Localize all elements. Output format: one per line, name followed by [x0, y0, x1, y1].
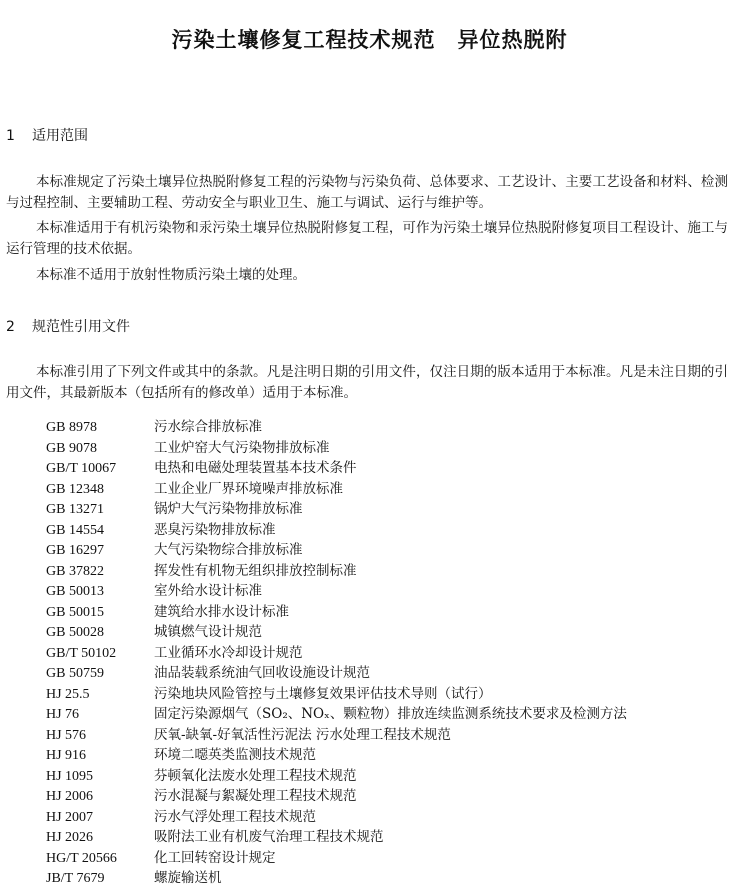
reference-item: [46, 561, 736, 582]
reference-title: 大气污染物综合排放标准: [154, 542, 303, 558]
reference-item: [46, 643, 736, 664]
document-title: 污染土壤修复工程技术规范 异位热脱附: [171, 28, 568, 52]
section-1-heading: [6, 125, 88, 145]
reference-title: 污水综合排放标准: [154, 419, 262, 435]
reference-item: [46, 786, 736, 807]
reference-title: 污水气浮处理工程技术规范: [154, 808, 316, 825]
reference-code: GB 8978: [46, 420, 97, 435]
reference-item: [46, 684, 736, 705]
reference-code: GB 50759: [46, 666, 104, 681]
reference-code: GB 13271: [46, 502, 104, 517]
reference-item: [46, 520, 736, 541]
reference-item: [46, 663, 736, 684]
reference-title: 工业炉窑大气污染物排放标准: [154, 439, 330, 456]
reference-code: GB 50013: [46, 584, 104, 599]
reference-title: 油品装载系统油气回收设施设计规范: [154, 665, 370, 681]
reference-title: 固定污染源烟气（SO₂、NOₓ、颗粒物）排放连续监测系统技术要求及检测方法: [154, 706, 627, 722]
reference-title: 工业循环水冷却设计规范: [154, 644, 303, 661]
reference-item: [46, 766, 736, 787]
reference-title: 环境二噁英类监测技术规范: [154, 747, 316, 763]
reference-code: HJ 1095: [46, 768, 94, 784]
reference-title: 城镇燃气设计规范: [154, 624, 262, 640]
reference-code: HJ 76: [46, 707, 80, 722]
section-1-paragraph-2: 本标准适用于有机污染物和汞污染土壤异位热脱附修复工程，可作为污染土壤异位热脱附修复项目工程设计、施工与运行管理的技术依据。: [6, 220, 728, 257]
section-1-title: 适用范围: [32, 128, 88, 144]
reference-code: HJ 576: [46, 727, 87, 743]
reference-item: [46, 807, 736, 828]
reference-item: [46, 581, 736, 602]
reference-title: 挥发性有机物无组织排放控制标准: [154, 562, 357, 579]
reference-item: [46, 499, 736, 520]
reference-item: [46, 458, 736, 479]
reference-item: [46, 602, 736, 623]
reference-title: 厌氧-缺氧-好氧活性污泥法 污水处理工程技术规范: [154, 726, 451, 743]
reference-title: 工业企业厂界环境噪声排放标准: [154, 480, 343, 497]
reference-item: [46, 745, 736, 766]
reference-code: GB 12348: [46, 481, 104, 497]
reference-code: HJ 2006: [46, 789, 94, 804]
reference-title: 吸附法工业有机废气治理工程技术规范: [154, 829, 384, 845]
reference-code: GB 50015: [46, 604, 104, 620]
reference-list: [46, 417, 736, 889]
reference-item: [46, 827, 736, 848]
reference-title: 化工回转窑设计规定: [154, 849, 276, 866]
reference-item: [46, 704, 736, 725]
reference-title: 螺旋输送机: [154, 870, 222, 886]
reference-code: GB/T 10067: [46, 461, 117, 476]
reference-code: JB/T 7679: [46, 871, 105, 886]
section-1-paragraph-3: 本标准不适用于放射性物质污染土壤的处理。: [36, 267, 306, 283]
section-1-paragraph-1: 本标准规定了污染土壤异位热脱附修复工程的污染物与污染负荷、总体要求、工艺设计、主要工艺设备和材料、检测与过程控制、主要辅助工程、劳动安全与职业卫生、施工与调试、运行与维护等。: [6, 174, 728, 211]
reference-code: GB 37822: [46, 563, 104, 579]
reference-title: 电热和电磁处理装置基本技术条件: [154, 460, 357, 476]
reference-code: GB/T 50102: [46, 645, 117, 661]
reference-item: [46, 438, 736, 459]
reference-code: GB 16297: [46, 543, 104, 558]
reference-code: HJ 25.5: [46, 686, 90, 702]
section-2-heading: [6, 316, 130, 336]
reference-item: [46, 868, 736, 889]
reference-item: [46, 622, 736, 643]
reference-code: HJ 916: [46, 748, 87, 763]
reference-item: [46, 848, 736, 869]
reference-title: 恶臭污染物排放标准: [154, 521, 276, 538]
reference-title: 建筑给水排水设计标准: [154, 603, 289, 620]
reference-code: GB 9078: [46, 440, 97, 456]
reference-code: HJ 2007: [46, 809, 94, 825]
reference-title: 锅炉大气污染物排放标准: [154, 501, 303, 517]
reference-item: [46, 725, 736, 746]
reference-code: HG/T 20566: [46, 850, 117, 866]
reference-title: 污水混凝与絮凝处理工程技术规范: [154, 788, 357, 804]
reference-item: [46, 417, 736, 438]
reference-code: GB 50028: [46, 625, 104, 640]
reference-code: GB 14554: [46, 522, 104, 538]
reference-title: 室外给水设计标准: [154, 583, 262, 599]
reference-item: [46, 479, 736, 500]
reference-title: 污染地块风险管控与土壤修复效果评估技术导则（试行）: [154, 685, 492, 702]
reference-code: HJ 2026: [46, 830, 94, 845]
section-2-intro: 本标准引用了下列文件或其中的条款。凡是注明日期的引用文件，仅注日期的版本适用于本标准。凡是未注日期的引用文件，其最新版本（包括所有的修改单）适用于本标准。: [6, 364, 728, 401]
section-2-number: 2: [6, 319, 15, 335]
reference-item: [46, 540, 736, 561]
reference-title: 芬顿氧化法废水处理工程技术规范: [154, 767, 357, 784]
section-2-title: 规范性引用文件: [32, 319, 130, 335]
section-1-number: 1: [6, 128, 15, 144]
